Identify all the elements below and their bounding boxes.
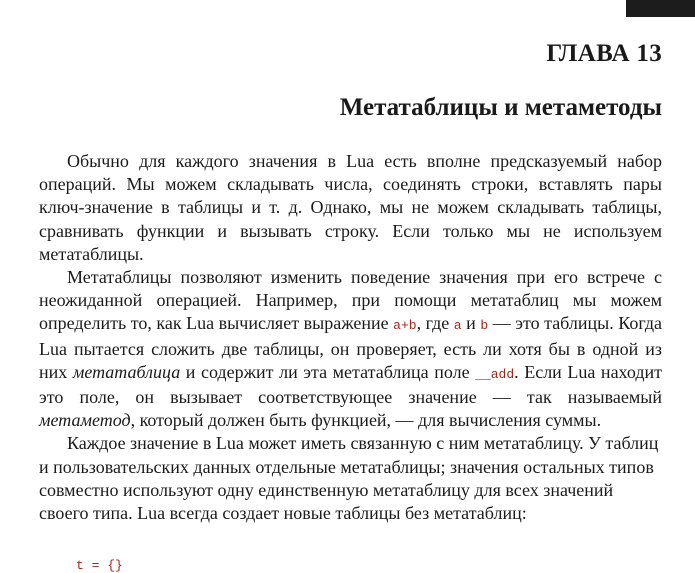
p2-text-7: , который должен быть функцией, — для вычисления суммы. bbox=[130, 410, 602, 431]
body-text bbox=[39, 150, 662, 525]
paragraph-3: Каждое значение в Lua может иметь связанную с ним метатаблицу. У таблиц и пользовательских данных отдельные метатаблицы; значения остальных типов совместно используют одну единственную метатаблицу для всех значений своего типа. Lua всегда создает новые таблицы без метатаблиц: bbox=[39, 433, 659, 524]
p2-text-1: Метатаблицы позволяют изменить поведение значения при его встрече с неожиданной операцией. Например, при помощи метатаблиц мы можем определить то, как Lua вычисляет выражение bbox=[39, 267, 662, 334]
p2-text-3: и bbox=[461, 313, 481, 334]
chapter-number: ГЛАВА 13 bbox=[546, 40, 662, 67]
paragraph-1: Обычно для каждого значения в Lua есть вполне предсказуемый набор операций. Мы можем складывать числа, соединять строки, вставлять пары ключ-значение в таблицы и т. д. Однако, мы не можем складывать таблицы, сравнивать функции и вызывать строку. Если только мы не используем метатаблицы. bbox=[39, 151, 662, 264]
p2-text-5: и содержит ли эта метатаблица поле bbox=[180, 361, 476, 382]
inline-code-b: b bbox=[480, 318, 489, 334]
p2-text-2: , где bbox=[416, 313, 454, 334]
paragraph-2 bbox=[39, 266, 662, 432]
inline-code-a: a bbox=[453, 318, 462, 334]
corner-tab bbox=[626, 0, 695, 17]
term-metatable: метатаблица bbox=[72, 361, 181, 382]
term-metamethod: метаметод bbox=[39, 410, 131, 431]
inline-code-a-plus-b: a+b bbox=[393, 318, 417, 334]
chapter-title: Метатаблицы и метаметоды bbox=[339, 94, 662, 121]
p2-text-6: . Если Lua находит это поле, он вызывает соответствующее значение — так называемый bbox=[39, 361, 663, 408]
inline-code-add: __add bbox=[475, 366, 515, 382]
code-example: t = {} bbox=[76, 558, 123, 573]
p2-text-4: — это таблицы. Когда Lua пытается сложить две таблицы, он проверяет, есть ли хотя бы в одной из них bbox=[39, 313, 663, 382]
